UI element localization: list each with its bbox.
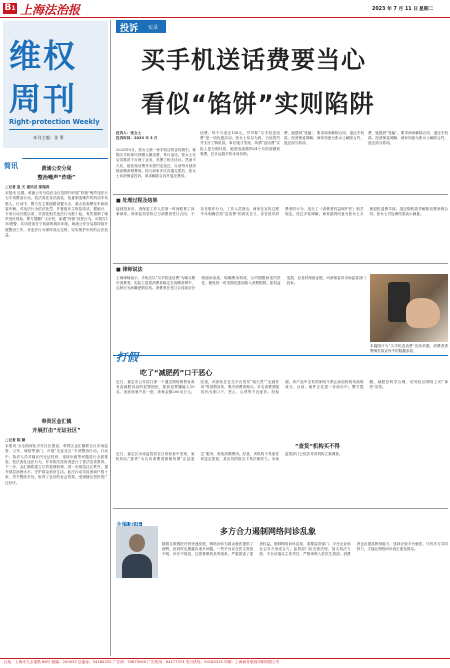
strike-rule <box>113 355 448 356</box>
story-complaint-date: 投诉时间：2023 年 5 月 <box>116 136 158 141</box>
lawyer-rule <box>113 263 448 264</box>
brief-item-2-title-2: 开展打击“无证社区” <box>32 428 81 434</box>
masthead-title-2: 周刊 <box>9 80 78 118</box>
main-headline-1: 买手机送话费要当心 <box>141 46 366 74</box>
main-headline-2: 看似“馅饼”实则陷阱 <box>141 90 375 118</box>
brief-item-2 <box>5 418 108 658</box>
lawyer-body: 上海律师表示，手机店以“买手机送话费”为噱头吸引消费者，实际上是将消费者绑定在高额套餐中，这种行为涉嫌虚假宣传。消费者在签订合同前应仔细阅读条款，明确费用构成、合约期限和违约责任，避免因一时贪图优惠而陷入消费陷阱。如权益受损，应及时保留证据，向消保委或市场监管部门投诉。 <box>116 276 366 291</box>
strike-tag <box>116 346 158 364</box>
brief-item-2-title-1: 奉贤区金汇镇 <box>41 419 72 425</box>
newspaper-name: 上海法治报 <box>20 3 81 17</box>
brief-item-2-body: 本报讯 为全面深化平安社区建设，奉贤区金汇镇联合区市场监管、公安、城管等部门，开展“无证社区”专项整治行动。行动中，执法人员对辖区内无证经营、违规出租等问题进行全面排查，依法查处违法行为，并对相关经营者进行了普法宣传教育。下一步，金汇镇将建立长效管理机制，进一步规范社区秩序，提升基层治理水平，守护群众美好生活。此次行动共检查商户数十家，责令整改多处，取得了良好的社会效果，受到辖区居民的广泛好评。 <box>5 444 108 485</box>
story-col-4 <box>368 131 448 190</box>
masthead-rule <box>9 129 103 130</box>
page-badge-letter: B <box>4 3 12 13</box>
brief-label-a: 简 <box>4 162 11 170</box>
section-tag-sub: 实录 <box>148 25 159 31</box>
editorial-tag <box>116 512 156 522</box>
left-column-divider <box>110 20 111 656</box>
process-rule <box>113 194 448 195</box>
brief-item-1 <box>5 165 108 390</box>
brief-item-1-body: 本报讯 近期，黄浦公安分局在全区范围内开展“炸街”噪声违法行为专项整治行动，依法查处非法改装、故意制造噪声的机动车驾驶人。行动中，警方在主要道路设置卡点，重点检查摩托车和改装车辆，对违法行为依法处罚，并督促车主恢复原状。据统计，专项行动开展以来，共查处相关违法行为数十起，有效遏制了噪声扰民现象。警方提醒广大市民，如遇“炸街”扰民行为，可拨打110报警，共同营造安宁和谐的城市环境。黄浦公安分局将持续开展整治工作，对违法行为保持高压态势，切实维护市民的合法权益。 <box>5 191 108 237</box>
brief-item-1-byline: □记者 夏 天 通讯员 邬瑞春 <box>5 185 50 189</box>
issue-date: 2023 年 7 月 11 日 <box>372 7 419 12</box>
weekly-masthead <box>3 21 108 148</box>
brief-item-1-title-2: 整治噪声“炸街” <box>37 175 76 181</box>
photo-hand-shape <box>406 298 440 328</box>
strike-tag-label: 打假 <box>116 351 138 364</box>
brief-item-1-title-1: 黄浦公安分局 <box>41 166 72 172</box>
story-photo <box>370 274 448 342</box>
story-col-4-text: 费，她感到“受骗”，要求商家解除合同、退还手机款。经消保委调解，商家同意为张女士解除合约，退还部分款项。 <box>368 131 448 146</box>
strike-body-2: 近日，嘉定区市场监管局在日常检查中发现，某机构以“查货”为名向消费者推销所谓“正品鉴定”服务，收取高额费用。经查，该机构不具备任何鉴定资质，其出具的报告不具法律效力。市场监管部门已依法对该机构立案调查。 <box>116 452 343 462</box>
strike-title: 吃了“减肥药”口干恶心 <box>140 369 213 377</box>
masthead-editor: 本刊主编：金 勇 <box>33 135 64 140</box>
editorial-title: 多方合力遏制网络问诊乱象 <box>220 527 316 536</box>
header-rule <box>0 17 450 18</box>
story-complainant: 投诉人：张女士 <box>116 131 142 135</box>
story-col-3: 费，她感到“受骗”，要求商家解除合同、退还手机款。经消保委调解，商家同意为张女士解除合约，退还部分款项。 <box>284 131 364 146</box>
story-meta <box>116 131 196 141</box>
page-header <box>0 0 450 18</box>
lawyer-title: ■ 律师说法 <box>116 267 143 273</box>
photo-caption: 本篇图片为“买手机送话费”宣传单据，消费者需警惕类似宣传中的隐藏条款。 <box>370 344 448 354</box>
editorial-portrait <box>116 526 158 578</box>
process-title: ■ 处理过程及结果 <box>116 198 158 204</box>
story-col-1: 2023年5月，张女士被一家手机店的宣传吸引，称购买手机即可获赠大额话费，每月返还。张女士在店员推荐下办理了业务，签署了相关协议。然而不久后，她发现话费并未按约定返还，反而每月被扣除高额套餐费用。经与商家多次沟通无果后，张女士向消保委投诉，请求解除合同并退还费用。 <box>116 148 196 179</box>
brief-label <box>4 153 22 170</box>
brief-item-2-byline: □记者 陈 颖 <box>5 438 26 442</box>
story-col-2: 话费，每个月返还158元，并声称“买手机送话费”是一项优惠活动。张女士信以为真，当场签约并支付了购机款。事后她才发现，所谓“送话费”实际上是分期付款，她需连续缴纳24个月的高额套餐费，总计远超手机本身价格。 <box>200 131 280 156</box>
editorial-rule <box>113 508 448 509</box>
section-tag-label: 投诉 <box>120 24 139 34</box>
footer-info: 社址：上海市九水斐路 88号 邮编：200032 总编室：34185332 广告部：33675000 广告热线：64177374 发行热线：34185315 印刷：上海商务联西印刷有限公司 <box>4 660 280 664</box>
brief-rule <box>22 158 108 159</box>
portrait-body <box>122 554 152 578</box>
strike-body: 近日，嘉定市公安局打掉一个通过网络销售有毒有害减肥食品的犯罪团伙，抓获犯罪嫌疑人10名，查获涉案产品一批，涉案金额200余万元。经查，该团伙在社交平台发布“纯天然”“无副作用”等虚假宣传，吸引消费者购买。多名消费者服用后出现口干、恶心、心悸等不良症状。经检测，该产品中含有国家明令禁止添加的西布曲明成分。目前，案件正在进一步侦办中。警方提醒，减肥应科学合理，切勿轻信网络上的“神药”宣传。 <box>116 380 448 395</box>
strike-subtitle: “查货”机构买不得 <box>295 444 340 450</box>
section-tag <box>116 20 166 33</box>
masthead-subtitle: Right-protection Weekly <box>9 118 100 126</box>
masthead-title-1: 维权 <box>9 37 78 75</box>
footer-rule <box>0 658 450 659</box>
process-body: 接到投诉后，消保委工作人员第一时间联系了涉事商家。商家起初坚称已与消费者签订合同，不存在欺诈行为。工作人员指出，商家在宣传过程中未明确告知“送话费”的真实含义，存在误导消费者的行为，违反了《消费者权益保护法》相关规定。经过多轮调解，商家最终同意为张女士办理退机退费手续，退还购机款并解除话费套餐合同。张女士对处理结果表示满意。 <box>116 207 448 217</box>
page-badge-number: 1 <box>11 5 16 12</box>
issue-weekday: 星期二 <box>419 7 434 12</box>
portrait-head <box>129 534 145 552</box>
brief-label-b: 讯 <box>11 162 18 170</box>
page-badge <box>3 3 17 14</box>
editorial-body: 随着互联网医疗的快速发展，网络问诊为群众就医提供了便利，但同时也暴露出诸多问题。一些平台存在医生资质不明、诊疗不规范、过度推销药品等现象，严重损害了患者权益。遏制网络问诊乱象，需要监管部门、平台企业和社会各方形成合力。监管部门应完善法规，加大执法力度；平台应落实主体责任，严格审核入驻医生资质；消费者也应提高辨别能力，选择正规平台就医。只有多方共同努力，才能让网络问诊真正惠及群众。 <box>162 542 448 557</box>
